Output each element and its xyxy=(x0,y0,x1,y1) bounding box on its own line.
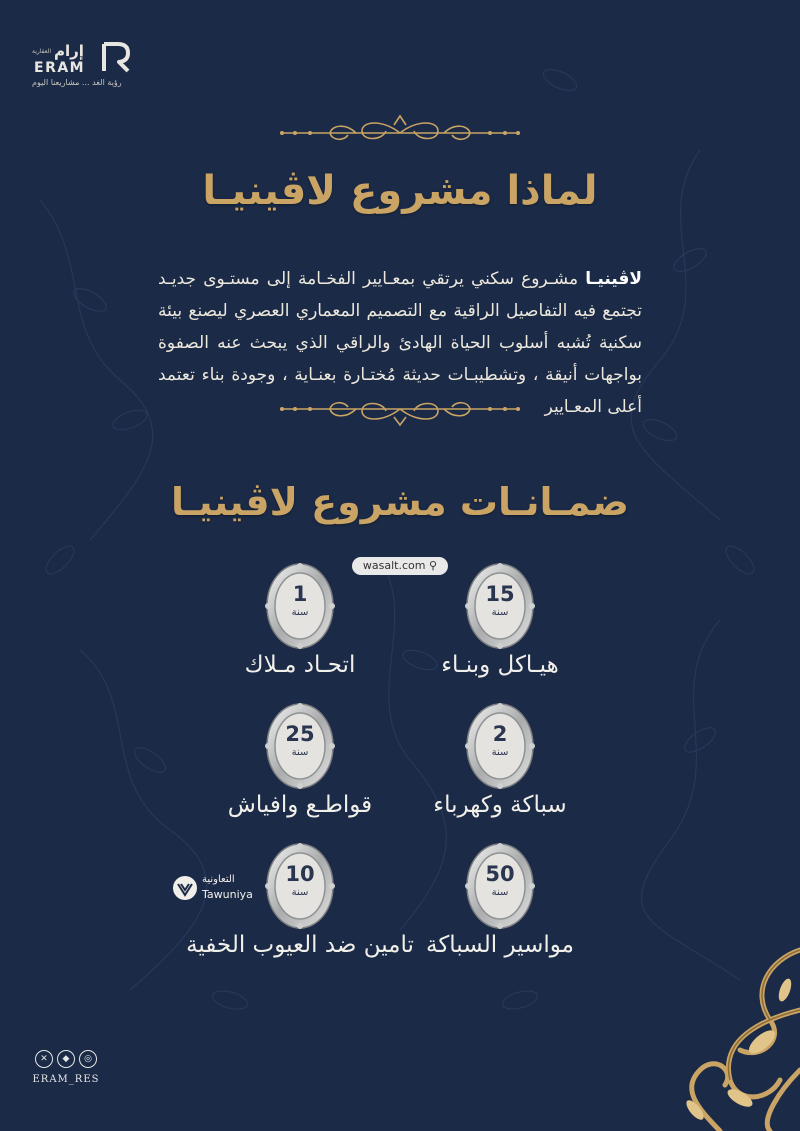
guarantee-unit: سنة xyxy=(291,747,309,758)
guarantee-years: 15 xyxy=(485,582,515,606)
guarantee-unit: سنة xyxy=(491,607,509,618)
social-links xyxy=(30,1050,102,1090)
eram-monogram-icon xyxy=(98,40,132,74)
section-title-guarantees: ضمـانـات مشروع لاڤينيـا xyxy=(170,480,629,524)
instagram-icon[interactable]: ◎ xyxy=(79,1050,97,1068)
guarantee-label: قواطـع وافياش xyxy=(227,792,373,818)
guarantee-years: 10 xyxy=(285,862,315,886)
project-intro-text: مشـروع سكني يرتقي بمعـايير الفخـامة إلى مستـوى جديـد تجتمع فيه التفاصيل الراقية مع التصميم المعماري العصري ليصنع بيئة سكنية تُشبه أسلوب الحياة الهادئ والراقي الذي يبحث عنه الصفوة بواجهات أنيقة ، وتشطيبـات حديثة مُختـارة بعنـاية ، وجودة بناء تعتمد أعلى المعـايير xyxy=(158,269,642,417)
guarantee-unit: سنة xyxy=(491,747,509,758)
brand-name-arabic: إرام xyxy=(54,42,84,60)
brand-name-small: العقارية xyxy=(32,48,52,55)
wasalt-watermark-text: wasalt.com xyxy=(362,559,426,572)
wasalt-pin-icon: ⚲ xyxy=(429,559,438,572)
project-name-highlight: لاڤينيـا xyxy=(585,269,643,289)
guarantee-label: سباكة وكهرباء xyxy=(433,792,567,818)
silver-oval-frame-icon xyxy=(463,700,537,792)
eram-logo xyxy=(32,40,142,100)
x-twitter-icon[interactable]: ✕ xyxy=(35,1050,53,1068)
silver-oval-frame-icon xyxy=(263,700,337,792)
silver-oval-frame-icon xyxy=(263,560,337,652)
social-handle: ERAM_RES xyxy=(32,1074,100,1085)
tawuniya-name-arabic: التعاونية xyxy=(202,874,235,885)
guarantee-unit: سنة xyxy=(291,887,309,898)
guarantee-label: هيـاكل وبنـاء xyxy=(441,652,559,678)
gold-flourish-divider-top xyxy=(270,114,530,148)
tawuniya-name-english: Tawuniya xyxy=(202,888,253,901)
tawuniya-logo xyxy=(172,873,262,905)
guarantee-item xyxy=(175,700,425,830)
guarantee-label: اتحـاد مـلاك xyxy=(244,652,356,678)
silver-oval-frame-icon xyxy=(463,840,537,932)
guarantee-years: 1 xyxy=(292,582,308,606)
gold-flourish-divider-bottom xyxy=(270,392,530,426)
guarantee-unit: سنة xyxy=(491,887,509,898)
snapchat-icon[interactable]: ◆ xyxy=(57,1050,75,1068)
guarantee-item xyxy=(175,840,425,970)
guarantee-label: تامين ضد العيوب الخفية xyxy=(186,932,414,958)
guarantee-item xyxy=(175,560,425,690)
silver-oval-frame-icon xyxy=(463,560,537,652)
guarantee-years: 2 xyxy=(492,722,508,746)
brand-name-english: ERAM xyxy=(34,60,86,76)
silver-oval-frame-icon xyxy=(263,840,337,932)
guarantee-label: مواسير السباكة xyxy=(426,932,574,958)
guarantee-years: 25 xyxy=(285,722,315,746)
guarantee-unit: سنة xyxy=(291,607,309,618)
section-title-why: لماذا مشروع لاڤينيـا xyxy=(202,168,598,214)
tawuniya-emblem-icon xyxy=(172,875,198,901)
guarantee-years: 50 xyxy=(485,862,515,886)
gold-baroque-corner-ornament xyxy=(660,930,800,1131)
brand-tagline: رؤية الغد ... مشاريعنا اليوم xyxy=(32,78,122,87)
